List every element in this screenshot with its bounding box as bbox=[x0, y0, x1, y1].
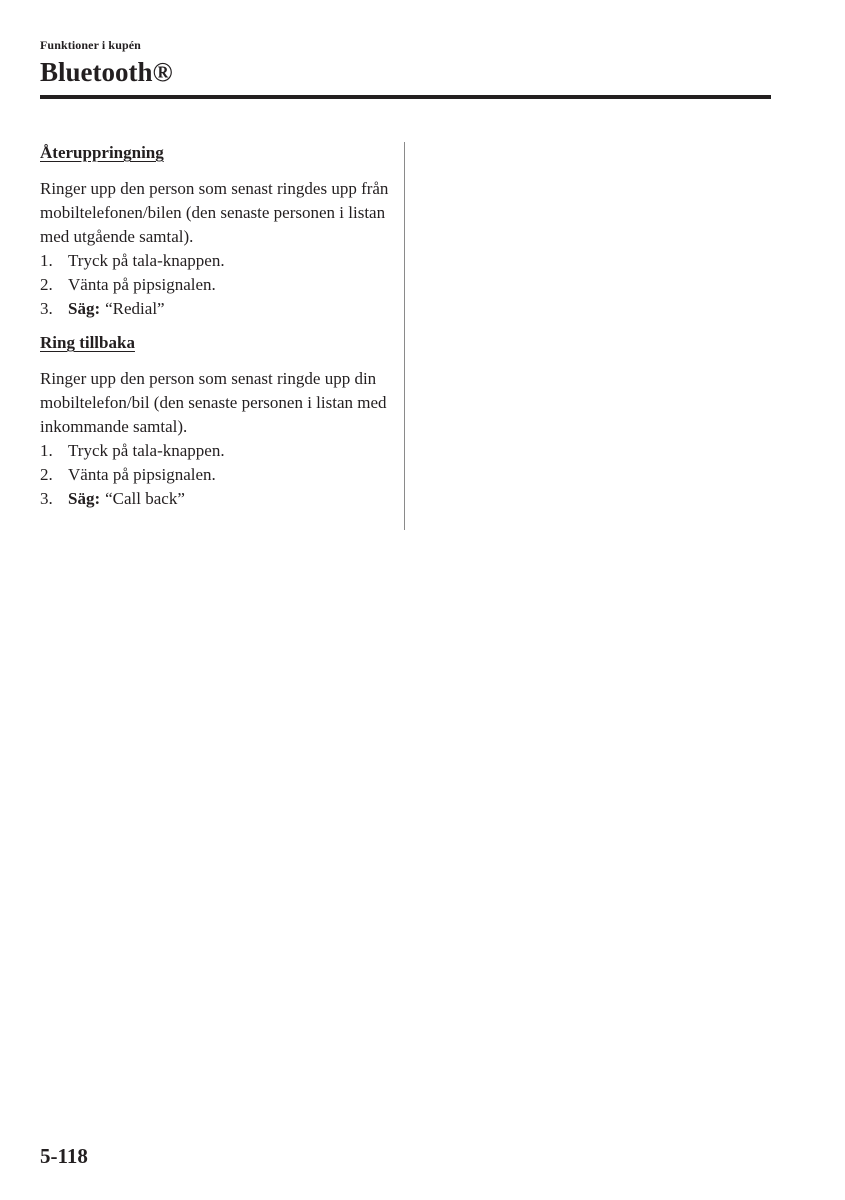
left-column bbox=[40, 141, 395, 511]
step-text: Vänta på pipsignalen. bbox=[68, 275, 216, 294]
section-label: Funktioner i kupén bbox=[40, 38, 141, 52]
title-rule bbox=[40, 95, 771, 99]
section-call-back bbox=[40, 331, 395, 511]
step-text: Tryck på tala-knappen. bbox=[68, 251, 225, 270]
step-number: 2. bbox=[40, 275, 53, 294]
steps-list bbox=[40, 439, 395, 511]
step-item bbox=[40, 439, 395, 463]
page-title: Bluetooth® bbox=[40, 57, 173, 87]
step-item bbox=[40, 463, 395, 487]
section-redial bbox=[40, 141, 395, 321]
step-number: 3. bbox=[40, 489, 53, 508]
section-paragraph: Ringer upp den person som senast ringdes upp från mobiltelefonen/bilen (den senaste personen i listan med utgående samtal). bbox=[40, 179, 389, 246]
step-text: Vänta på pipsignalen. bbox=[68, 465, 216, 484]
step-text: Tryck på tala-knappen. bbox=[68, 441, 225, 460]
page-number: 5-118 bbox=[40, 1144, 88, 1168]
section-heading: Återuppringning bbox=[40, 143, 164, 162]
step-number: 3. bbox=[40, 299, 53, 318]
say-label: Säg: bbox=[68, 489, 101, 508]
section-paragraph: Ringer upp den person som senast ringde upp din mobiltelefon/bil (den senaste personen i listan med inkommande samtal). bbox=[40, 369, 387, 436]
step-item bbox=[40, 249, 395, 273]
step-number: 1. bbox=[40, 251, 53, 270]
steps-list bbox=[40, 249, 395, 321]
section-heading: Ring tillbaka bbox=[40, 333, 135, 352]
step-item bbox=[40, 297, 395, 321]
say-label: Säg: bbox=[68, 299, 101, 318]
step-number: 2. bbox=[40, 465, 53, 484]
step-item bbox=[40, 273, 395, 297]
step-item bbox=[40, 487, 395, 511]
voice-command: “Call back” bbox=[105, 489, 185, 508]
column-divider bbox=[404, 142, 405, 530]
voice-command: “Redial” bbox=[105, 299, 165, 318]
step-number: 1. bbox=[40, 441, 53, 460]
